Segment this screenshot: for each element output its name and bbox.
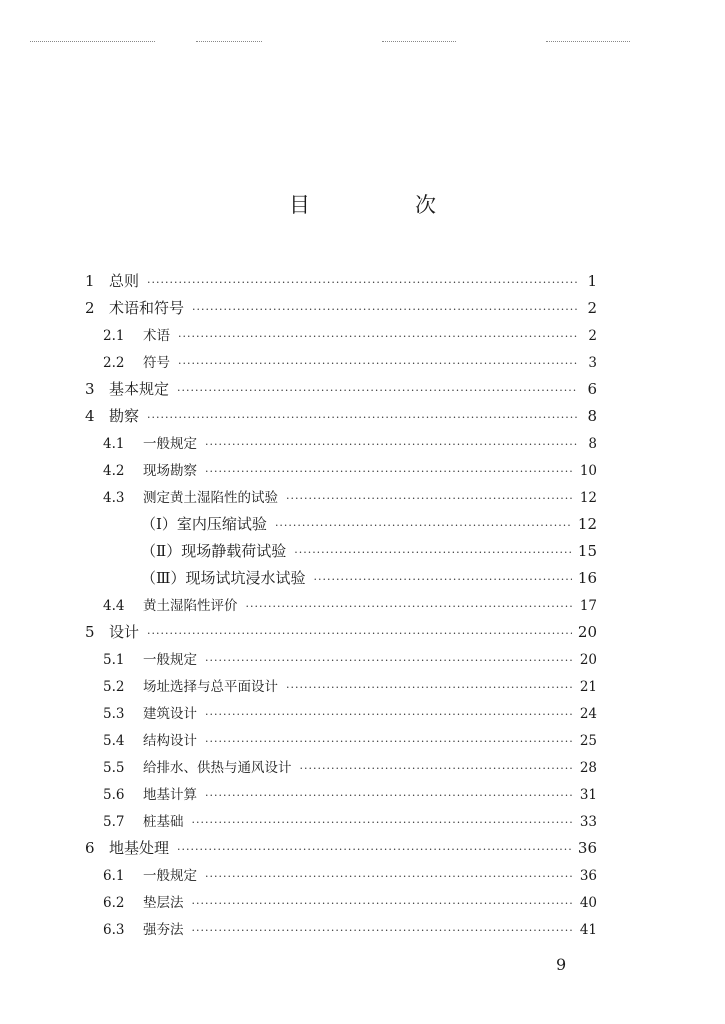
toc-entry[interactable] [85,918,597,945]
dot-leader [205,870,574,883]
toc-entry-number: 6 [85,839,95,857]
toc-entry[interactable] [85,594,597,621]
toc-entry-label: 地基计算 [143,787,197,803]
toc-entry-number: 4 [85,407,95,425]
toc-entry-number: 6.2 [103,895,125,911]
dot-leader [178,330,577,343]
scan-dash [30,41,155,42]
dot-leader [192,897,574,910]
toc-entry-number: 5 [85,623,95,641]
dot-leader [205,654,574,667]
toc-entry[interactable] [85,405,597,432]
page-title: 目 次 [289,193,478,217]
toc-entry[interactable] [85,783,597,810]
scan-dash [196,41,262,42]
toc-entry-label: 术语 [143,328,170,344]
toc-entry[interactable] [85,378,597,405]
toc-entry-label: 一般规定 [143,868,197,884]
toc-entry-label: 设计 [109,623,140,641]
toc-entry-number: 5.1 [103,652,125,668]
scan-dash [546,41,630,42]
toc-entry-label: （Ⅰ）室内压缩试验 [141,515,267,533]
toc-entry-label: 结构设计 [143,733,197,749]
toc-entry-page: 36 [577,839,597,857]
toc-entry-label: 勘察 [109,407,140,425]
dot-leader [147,276,577,289]
toc-entry-number: 2.2 [103,355,125,371]
toc-entry-number: 5.7 [103,814,125,830]
toc-entry-page: 17 [579,598,597,614]
toc-entry-page: 21 [579,679,597,695]
toc-entry[interactable] [85,567,597,594]
toc-entry[interactable] [85,675,597,702]
toc-entry-page: 12 [577,515,597,533]
toc-entry[interactable] [85,837,597,864]
toc-entry-page: 20 [577,623,597,641]
toc-entry-label: 桩基础 [143,814,184,830]
dot-leader [177,384,577,397]
toc-entry-label: 垫层法 [143,895,184,911]
toc-entry-label: 给排水、供热与通风设计 [143,760,292,776]
dot-leader [147,627,572,640]
toc-entry-label: 符号 [143,355,170,371]
toc-entry-page: 1 [587,272,597,290]
toc-entry-number: 4.3 [103,490,125,506]
dot-leader [313,573,571,586]
toc-entry-number: 4.2 [103,463,125,479]
toc-entry-page: 8 [587,407,597,425]
toc-entry-number: 1 [85,272,95,290]
toc-entry-label: 一般规定 [143,652,197,668]
toc-entry-label: （Ⅱ）现场静载荷试验 [141,542,287,560]
toc-entry-page: 33 [579,814,597,830]
toc-entry-label: （Ⅲ）现场试坑浸水试验 [141,569,306,587]
toc-entry-number: 5.2 [103,679,125,695]
dot-leader [177,843,572,856]
dot-leader [192,303,577,316]
toc-entry[interactable] [85,540,597,567]
toc-entry-label: 总则 [109,272,140,290]
toc-entry-number: 5.6 [103,787,125,803]
toc-entry-page: 16 [577,569,597,587]
toc-entry[interactable] [85,810,597,837]
toc-entry[interactable] [85,513,597,540]
toc-entry-page: 15 [577,542,597,560]
toc-entry[interactable] [85,891,597,918]
dot-leader [192,924,574,937]
dot-leader [205,735,574,748]
toc-entry-number: 5.5 [103,760,125,776]
toc-entry-page: 28 [579,760,597,776]
toc-entry-page: 36 [579,868,597,884]
toc-entry-number: 6.1 [103,868,125,884]
toc-entry-number: 4.4 [103,598,125,614]
dot-leader [147,411,577,424]
toc-entry[interactable] [85,648,597,675]
dot-leader [205,789,574,802]
toc-entry-page: 41 [579,922,597,938]
toc-entry-page: 10 [579,463,597,479]
toc-entry[interactable] [85,297,597,324]
page-number: 9 [556,955,567,974]
toc-entry-page: 40 [579,895,597,911]
toc-entry-number: 6.3 [103,922,125,938]
toc-entry[interactable] [85,432,597,459]
toc-entry-number: 4.1 [103,436,125,452]
toc-entry-number: 5.3 [103,706,125,722]
toc-entry-number: 2.1 [103,328,125,344]
toc-entry-page: 20 [579,652,597,668]
toc-entry[interactable] [85,459,597,486]
toc-entry-label: 术语和符号 [109,299,185,317]
toc-entry-page: 2 [588,328,597,344]
toc-entry[interactable] [85,486,597,513]
toc-entry[interactable] [85,864,597,891]
toc-entry-number: 2 [85,299,95,317]
dot-leader [205,438,577,451]
dot-leader [300,762,574,775]
dot-leader [205,465,574,478]
dot-leader [205,708,574,721]
toc-entry-label: 基本规定 [109,380,170,398]
toc-entry-label: 地基处理 [109,839,170,857]
toc-entry-label: 一般规定 [143,436,197,452]
toc-entry-page: 3 [588,355,597,371]
toc-entry-label: 现场勘察 [143,463,197,479]
toc-entry-page: 24 [579,706,597,722]
toc-entry[interactable] [85,729,597,756]
toc-entry[interactable] [85,351,597,378]
toc-entry[interactable] [85,621,597,648]
dot-leader [246,600,574,613]
scan-artifact-marks [0,0,725,60]
toc-entry-label: 黄土湿陷性评价 [143,598,238,614]
toc-entry-page: 25 [579,733,597,749]
toc-entry-label: 强夯法 [143,922,184,938]
toc-entry-number: 3 [85,380,95,398]
toc-entry-page: 12 [579,490,597,506]
toc-entry-page: 2 [587,299,597,317]
dot-leader [294,546,572,559]
toc-entry-page: 8 [588,436,597,452]
toc-entry-page: 31 [579,787,597,803]
dot-leader [178,357,577,370]
toc-entry[interactable] [85,756,597,783]
toc-entry[interactable] [85,270,597,297]
toc-entry-label: 场址选择与总平面设计 [143,679,278,695]
toc-entry[interactable] [85,324,597,351]
dot-leader [286,492,574,505]
dot-leader [275,519,572,532]
toc-entry-number: 5.4 [103,733,125,749]
scan-dash [382,41,456,42]
dot-leader [286,681,574,694]
toc-entry-label: 建筑设计 [143,706,197,722]
toc-entry[interactable] [85,702,597,729]
toc-entry-label: 测定黄土湿陷性的试验 [143,490,278,506]
dot-leader [192,816,574,829]
toc-entry-page: 6 [587,380,597,398]
table-of-contents [85,270,597,945]
